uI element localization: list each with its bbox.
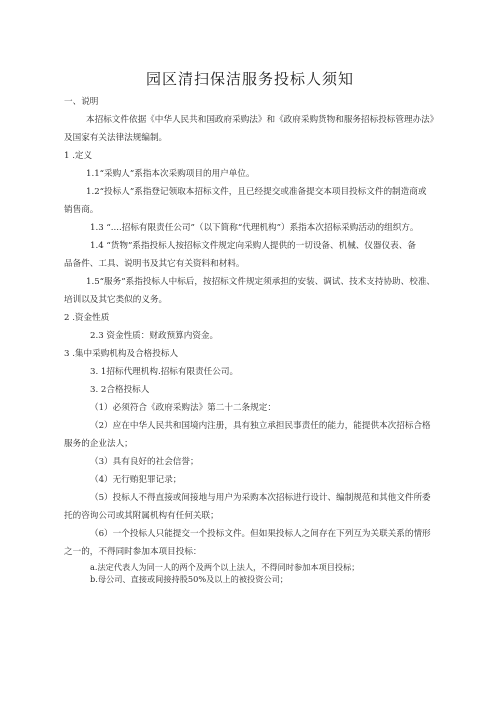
list-item: （4）无行贿犯罪记录；	[90, 475, 182, 485]
paragraph-line: 1.3 “....招标有限责任公司”（以下简称“代理机构”）系指本次招标采购活动的组织方。	[90, 223, 419, 233]
document-title: 园区清扫保洁服务投标人须知	[145, 70, 354, 88]
paragraph-line: 1.2“投标人”系指登记领取本招标文件，且已经提交或准备提交本项目投标文件的制造商或	[86, 187, 427, 197]
paragraph-line: 1.1“采购人”系指本次采购项目的用户单位。	[86, 169, 255, 179]
section-heading: 2 .资金性质	[64, 313, 110, 323]
paragraph-line: 品备件、工具、说明书及其它有关资料和材料。	[64, 259, 245, 269]
paragraph-line: 3. 2合格投标人	[90, 385, 150, 395]
sub-list-item: a.法定代表人为同一人的两个及两个以上法人，不得同时参加本项目投标；	[90, 562, 360, 572]
section-heading: 3 .集中采购机构及合格投标人	[64, 349, 179, 359]
list-item: （1）必须符合《政府采购法》第二十二条规定：	[90, 403, 276, 413]
paragraph-line: 培训以及其它类似的义务。	[64, 295, 168, 305]
paragraph-line: 3. 1招标代理机构.招标有限责任公司。	[90, 367, 239, 377]
list-item-continued: 之一的，不得同时参加本项目投标：	[64, 547, 202, 557]
section-heading: 一、说明	[64, 97, 99, 107]
paragraph-line: 销售商。	[64, 205, 99, 215]
paragraph-line: 2.3 资金性质：财政预算内资金。	[90, 331, 219, 341]
list-item: （5）投标人不得直接或间接地与用户为采购本次招标进行设计、编制规范和其他文件所委	[90, 493, 431, 503]
paragraph-line: 1.4 “货物”系指投标人按招标文件规定向采购人提供的一切设备、机械、仪器仪表、备	[90, 241, 416, 251]
section-heading: 1 .定义	[64, 151, 93, 161]
sub-list-item: b.母公司、直接或间接持股50%及以上的被投资公司；	[90, 574, 288, 584]
paragraph-line: 本招标文件依据《中华人民共和国政府采购法》和《政府采购货物和服务招标投标管理办法》	[86, 115, 439, 125]
paragraph-line: 及国家有关法律法规编制。	[64, 133, 168, 143]
paragraph-line: 1.5“服务”系指投标人中标后，按招标文件规定须承担的安装、调试、技术支持协助、校准、	[86, 277, 436, 287]
list-item: （2）应在中华人民共和国境内注册，具有独立承担民事责任的能力，能提供本次招标合格	[90, 421, 431, 431]
list-item-continued: 服务的企业法人；	[64, 439, 133, 449]
list-item: （3）具有良好的社会信誉；	[90, 457, 199, 467]
list-item-continued: 托的咨询公司或其附属机构有任何关联；	[64, 511, 219, 521]
list-item: （6）一个投标人只能提交一个投标文件。但如果投标人之间存在下列互为关联关系的情形	[90, 529, 431, 539]
